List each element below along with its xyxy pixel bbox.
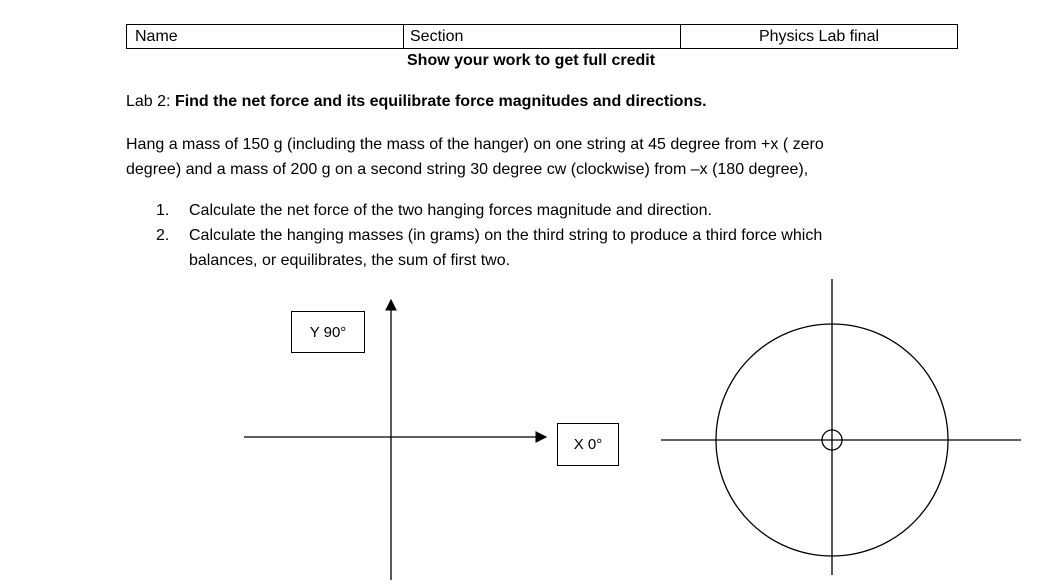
step-line: Calculate the hanging masses (in grams) on the third string to produce a third force which xyxy=(189,227,823,244)
x-axis-label: X 0° xyxy=(557,423,619,466)
force-table-diagram xyxy=(661,279,1021,575)
instruction-line-2: degree) and a mass of 200 g on a second string 30 degree cw (clockwise) from –x (180 degree), xyxy=(126,161,809,178)
lab-heading: Find the net force and its equilibrate force magnitudes and directions. xyxy=(174,93,707,110)
step-line: balances, or equilibrates, the sum of first two. xyxy=(189,252,511,269)
y-axis-label: Y 90° xyxy=(291,311,365,353)
lab-prefix: Lab 2: xyxy=(126,93,175,110)
step-number: 1. xyxy=(156,202,170,219)
axes-diagram xyxy=(244,300,546,580)
work-notice: Show your work to get full credit xyxy=(407,52,656,69)
section-field: Section xyxy=(404,25,681,48)
course-title: Physics Lab final xyxy=(758,28,880,45)
step-line: Calculate the net force of the two hanging forces magnitude and direction. xyxy=(189,202,712,219)
instruction-line-1: Hang a mass of 150 g (including the mass of the hanger) on one string at 45 degree from +x ( zero xyxy=(126,136,824,153)
step-number: 2. xyxy=(156,227,170,244)
name-field: Name xyxy=(127,25,404,48)
